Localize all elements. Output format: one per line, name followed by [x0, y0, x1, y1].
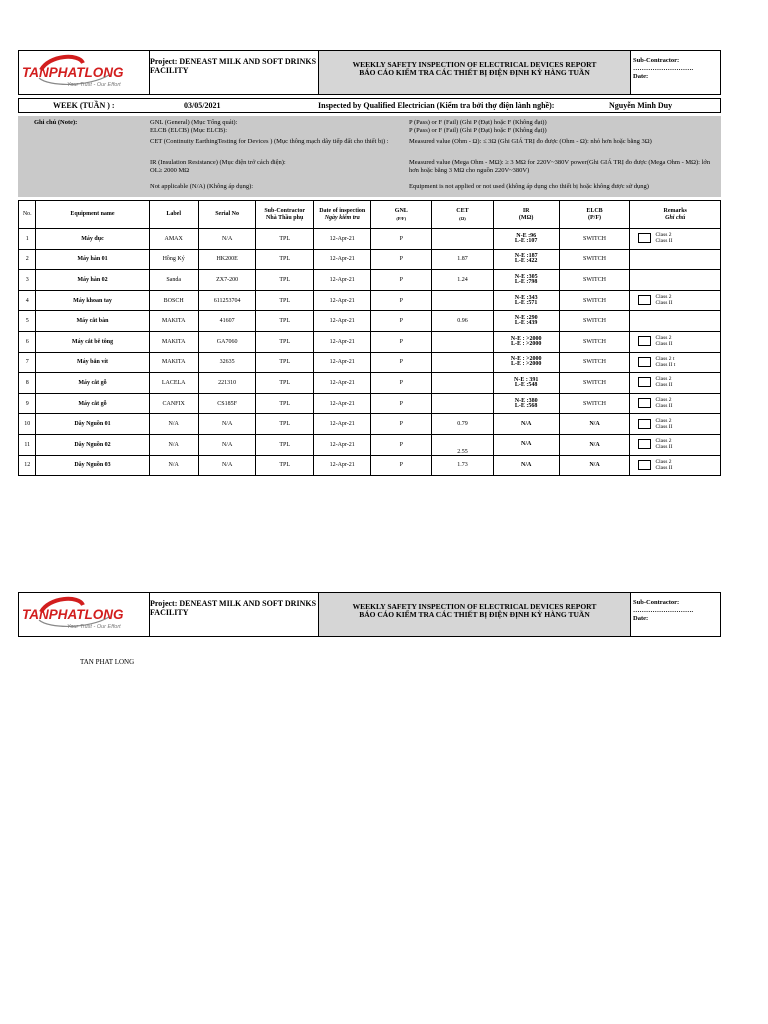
row-serial: 611253704	[198, 290, 256, 311]
row-label: Hồng Ký	[149, 249, 198, 270]
col-sub-contractor-vi: Nhà Thầu phụ	[266, 214, 304, 221]
remarks-line-2: Class II	[655, 238, 673, 245]
row-cet: 0.79	[432, 414, 494, 435]
remarks-line-1: Class 2 t	[655, 355, 675, 362]
row-sub-contractor: TPL	[256, 249, 314, 270]
row-equipment-name: Dây Nguồn 03	[36, 455, 149, 476]
table-row	[19, 249, 721, 270]
row-serial: 41607	[198, 311, 256, 332]
note-right-3: Measured value (Ohm - Ω): ≤ 3Ω (Ghi GIÁ TRỊ đo được (Ohm - Ω): nhỏ hơn hoặc bằng 3Ω)	[409, 138, 652, 145]
class-ii-square-icon	[638, 377, 651, 387]
row-equipment-name: Dây Nguồn 02	[36, 434, 149, 455]
row-date: 12-Apr-21	[313, 331, 371, 352]
title-en: WEEKLY SAFETY INSPECTION OF ELECTRICAL DEVICES REPORT	[352, 602, 597, 611]
table-row	[19, 290, 721, 311]
row-cet	[432, 331, 494, 352]
row-label: LACELA	[149, 373, 198, 394]
row-remarks	[630, 455, 721, 476]
row-date: 12-Apr-21	[313, 414, 371, 435]
row-elcb: SWITCH	[559, 331, 630, 352]
col-elcb-unit: (P/F)	[588, 214, 601, 221]
sub-contractor-value: ……………………….	[633, 65, 694, 72]
row-ir-le: L-E :107	[514, 237, 538, 244]
project-name: Project: DENEAST MILK AND SOFT DRINKS FACILITY	[150, 599, 317, 617]
remarks-text	[655, 232, 672, 244]
row-serial: N/A	[198, 229, 256, 250]
row-serial: N/A	[198, 414, 256, 435]
note-right-4: Measured value (Mega Ohm - MΩ): ≥ 3 MΩ for 220V~380V power(Ghi GIÁ TRỊ đo được (Mega Ohm - MΩ): lớn hơn hoặc bằng 3 MΩ cho nguồn 220V~380V)	[409, 159, 711, 174]
inspector-name: Nguyễn Minh Duy	[609, 101, 673, 110]
col-cet-unit: (Ω)	[459, 215, 466, 221]
row-cet: 1.24	[432, 270, 494, 291]
row-label: CANFIX	[149, 393, 198, 414]
row-label: Sanda	[149, 270, 198, 291]
row-equipment-name: Máy khoan tay	[36, 290, 149, 311]
row-label: AMAX	[149, 229, 198, 250]
table-row	[19, 393, 721, 414]
remarks-text	[655, 438, 672, 450]
title-vi: BÁO CÁO KIỂM TRA CÁC THIẾT BỊ ĐIỆN ĐỊNH KỲ HÀNG TUẦN	[359, 610, 590, 619]
col-elcb	[559, 201, 630, 229]
row-sub-contractor: TPL	[256, 455, 314, 476]
note-left-6: Not applicable (N/A) (Không áp dụng):	[150, 183, 254, 190]
note-left-5: OL≥ 2000 MΩ	[150, 167, 190, 174]
row-no: 2	[19, 249, 36, 270]
row-remarks	[630, 229, 721, 250]
table-row	[19, 270, 721, 291]
note-right-1: P (Pass) or F (Fail) (Ghi P (Đạt) hoặc F (Không đạt))	[409, 119, 547, 126]
row-equipment-name: Dây Nguồn 01	[36, 414, 149, 435]
row-gnl: P	[371, 414, 432, 435]
col-serial: Serial No	[198, 201, 256, 229]
row-remarks	[630, 434, 721, 455]
row-sub-contractor: TPL	[256, 373, 314, 394]
remarks-line-1: Class 2	[655, 417, 672, 424]
row-elcb: SWITCH	[559, 393, 630, 414]
row-sub-contractor: TPL	[256, 290, 314, 311]
row-no: 5	[19, 311, 36, 332]
row-label: MAKITA	[149, 352, 198, 373]
row-date: 12-Apr-21	[313, 434, 371, 455]
row-gnl: P	[371, 270, 432, 291]
row-ir-ne: N-E :290	[514, 315, 538, 322]
row-serial: 32635	[198, 352, 256, 373]
row-ir-ne: N-E : >2000	[510, 356, 542, 363]
row-remarks	[630, 414, 721, 435]
row-date: 12-Apr-21	[313, 311, 371, 332]
row-no: 12	[19, 455, 36, 476]
row-date: 12-Apr-21	[313, 229, 371, 250]
row-ir	[493, 455, 559, 476]
remarks-line-2: Class II	[655, 403, 673, 410]
row-no: 11	[19, 434, 36, 455]
row-no: 3	[19, 270, 36, 291]
row-serial: N/A	[198, 455, 256, 476]
note-left-4: IR (Insulation Resistance) (Mục điện trở cách điện):	[150, 159, 286, 166]
row-ir-ne: N-E :343	[514, 294, 538, 301]
row-no: 9	[19, 393, 36, 414]
row-no: 1	[19, 229, 36, 250]
row-elcb: N/A	[559, 434, 630, 455]
week-label: WEEK (TUẦN ) :	[53, 101, 115, 110]
col-sub-contractor	[256, 201, 314, 229]
remarks-text	[655, 376, 672, 388]
remarks-line-2: Class II	[655, 444, 673, 451]
table-header-row	[19, 201, 721, 229]
table-row	[19, 434, 721, 455]
row-ir-le: L-E :422	[514, 258, 538, 265]
col-sub-contractor-en: Sub-Contractor	[264, 207, 305, 214]
row-cet: 1.73	[432, 455, 494, 476]
class-ii-square-icon	[638, 295, 651, 305]
row-label: MAKITA	[149, 331, 198, 352]
row-ir	[493, 414, 559, 435]
sub-contractor-value: ……………………….	[633, 607, 694, 614]
col-remarks	[630, 201, 721, 229]
week-row	[18, 98, 721, 113]
row-sub-contractor: TPL	[256, 311, 314, 332]
class-ii-square-icon	[638, 439, 651, 449]
table-row	[19, 352, 721, 373]
col-no: No.	[19, 201, 36, 229]
row-no: 4	[19, 290, 36, 311]
col-elcb-title: ELCB	[586, 207, 603, 214]
row-sub-contractor: TPL	[256, 393, 314, 414]
table-row	[19, 373, 721, 394]
col-date-en: Date of inspection	[319, 207, 366, 214]
row-cet	[432, 393, 494, 414]
col-remarks-en: Remarks	[663, 207, 687, 214]
row-remarks	[630, 290, 721, 311]
row-date: 12-Apr-21	[313, 270, 371, 291]
col-date	[313, 201, 371, 229]
col-gnl-title: GNL	[394, 207, 408, 214]
row-ir	[493, 311, 559, 332]
row-sub-contractor: TPL	[256, 352, 314, 373]
row-serial: GA7060	[198, 331, 256, 352]
remarks-text	[655, 294, 672, 306]
row-elcb: SWITCH	[559, 373, 630, 394]
row-label: N/A	[149, 414, 198, 435]
row-date: 12-Apr-21	[313, 393, 371, 414]
row-remarks	[630, 373, 721, 394]
row-elcb: N/A	[559, 414, 630, 435]
row-ir-ne: N-E :96	[516, 232, 537, 239]
sub-contractor-block	[633, 57, 719, 81]
remarks-line-2: Class II	[655, 423, 673, 430]
row-gnl: P	[371, 229, 432, 250]
row-no: 10	[19, 414, 36, 435]
row-cet	[432, 229, 494, 250]
table-row	[19, 414, 721, 435]
row-sub-contractor: TPL	[256, 414, 314, 435]
col-cet	[432, 201, 494, 229]
row-serial: ZX7-200	[198, 270, 256, 291]
note-left-2: ELCB (ELCB) (Mục ELCB):	[150, 127, 228, 134]
row-ir-ne: N/A	[520, 441, 532, 448]
remarks-line-1: Class 2	[655, 458, 672, 465]
row-equipment-name: Máy đục	[36, 229, 149, 250]
row-equipment-name: Máy bắn vít	[36, 352, 149, 373]
col-ir	[493, 201, 559, 229]
row-cet	[432, 373, 494, 394]
row-elcb: SWITCH	[559, 249, 630, 270]
row-ir-ne: N/A	[520, 461, 532, 468]
row-ir	[493, 270, 559, 291]
remarks-line-2: Class II	[655, 341, 673, 348]
row-label: N/A	[149, 455, 198, 476]
logo-slogan: Your Trust - Our Effort	[67, 624, 121, 630]
row-label: BOSCH	[149, 290, 198, 311]
row-date: 12-Apr-21	[313, 455, 371, 476]
table-row	[19, 229, 721, 250]
table-row	[19, 311, 721, 332]
row-gnl: P	[371, 373, 432, 394]
remarks-line-1: Class 2	[655, 232, 672, 239]
project-name: Project: DENEAST MILK AND SOFT DRINKS FACILITY	[150, 57, 317, 75]
row-no: 8	[19, 373, 36, 394]
class-ii-square-icon	[638, 233, 651, 243]
row-date: 12-Apr-21	[313, 290, 371, 311]
remarks-text	[655, 356, 675, 368]
col-ir-title: IR	[522, 207, 530, 214]
row-sub-contractor: TPL	[256, 229, 314, 250]
table-row	[19, 455, 721, 476]
row-gnl: P	[371, 311, 432, 332]
class-ii-square-icon	[638, 419, 651, 429]
row-gnl: P	[371, 249, 432, 270]
remarks-text	[655, 335, 672, 347]
inspected-by-label: Inspected by Qualified Electrician (Kiểm tra bởi thợ điện lành nghề):	[318, 101, 555, 110]
remarks-line-1: Class 2	[655, 438, 672, 445]
row-ir	[493, 290, 559, 311]
week-value: 03/05/2021	[184, 101, 221, 110]
company-logo	[19, 593, 150, 636]
title-en: WEEKLY SAFETY INSPECTION OF ELECTRICAL DEVICES REPORT	[352, 60, 597, 69]
company-logo	[19, 51, 150, 94]
row-remarks	[630, 311, 721, 332]
row-serial: 221310	[198, 373, 256, 394]
class-ii-square-icon	[638, 460, 651, 470]
sub-contractor-label: Sub-Contractor:	[633, 599, 680, 606]
sub-contractor-label: Sub-Contractor:	[633, 57, 680, 64]
row-cet: 1.87	[432, 249, 494, 270]
row-equipment-name: Máy cắt gỗ	[36, 393, 149, 414]
remarks-line-2: Class II	[655, 300, 673, 307]
row-serial: N/A	[198, 434, 256, 455]
row-remarks	[630, 249, 721, 270]
row-date: 12-Apr-21	[313, 249, 371, 270]
note-left-1: GNL (General) (Mục Tổng quát):	[150, 119, 238, 126]
remarks-text	[655, 397, 672, 409]
report-title	[318, 51, 631, 94]
footer-company-name: TAN PHAT LONG	[80, 658, 135, 666]
row-cet	[432, 352, 494, 373]
row-remarks	[630, 352, 721, 373]
remarks-line-2: Class II t	[655, 361, 676, 368]
logo-wordmark: TANPHATLONG	[22, 607, 124, 622]
row-cet: 0.96	[432, 311, 494, 332]
row-elcb: N/A	[559, 455, 630, 476]
row-ir	[493, 352, 559, 373]
row-ir-le: L-E :439	[514, 320, 538, 327]
row-ir-le: L-E : >2000	[510, 340, 542, 347]
remarks-line-1: Class 2	[655, 294, 672, 301]
row-remarks	[630, 393, 721, 414]
row-label: N/A	[149, 434, 198, 455]
inspection-table	[18, 200, 721, 476]
class-ii-square-icon	[638, 398, 651, 408]
remarks-text	[655, 418, 672, 430]
date-label: Date:	[633, 615, 649, 622]
row-sub-contractor: TPL	[256, 434, 314, 455]
row-equipment-name: Máy hàn 02	[36, 270, 149, 291]
note-right-2: P (Pass) or F (Fail) (Ghi P (Đạt) hoặc F (Không đạt))	[409, 127, 547, 134]
row-ir-ne: N-E :380	[514, 397, 538, 404]
date-label: Date:	[633, 73, 649, 80]
row-cet: 2.55	[432, 434, 494, 455]
row-ir	[493, 331, 559, 352]
remarks-line-1: Class 2	[655, 335, 672, 342]
row-ir-ne: N-E :187	[514, 253, 538, 260]
row-gnl: P	[371, 434, 432, 455]
row-ir-ne: N-E :305	[514, 273, 538, 280]
row-label: MAKITA	[149, 311, 198, 332]
row-gnl: P	[371, 455, 432, 476]
row-gnl: P	[371, 331, 432, 352]
row-ir-ne: N/A	[520, 420, 532, 427]
row-equipment-name: Máy cắt gỗ	[36, 373, 149, 394]
class-ii-square-icon	[638, 336, 651, 346]
row-cet	[432, 290, 494, 311]
row-ir-le: L-E :568	[514, 402, 538, 409]
notes-panel	[18, 116, 721, 197]
col-ir-unit: (MΩ)	[518, 214, 534, 221]
row-ir	[493, 249, 559, 270]
row-ir-ne: N-E : >2000	[510, 335, 542, 342]
row-elcb: SWITCH	[559, 270, 630, 291]
report-header-repeat	[18, 592, 721, 637]
note-right-5: Equipment is not applied or not used (không áp dụng cho thiết bị hoặc không được sử dụng)	[409, 183, 649, 190]
notes-label: Ghi chú (Note):	[34, 119, 78, 126]
row-ir	[493, 434, 559, 455]
row-gnl: P	[371, 290, 432, 311]
remarks-line-1: Class 2	[655, 397, 672, 404]
row-serial: CS185F	[198, 393, 256, 414]
row-elcb: SWITCH	[559, 311, 630, 332]
row-sub-contractor: TPL	[256, 270, 314, 291]
row-remarks	[630, 331, 721, 352]
logo-wordmark: TANPHATLONG	[22, 65, 124, 80]
remarks-line-1: Class 2	[655, 376, 672, 383]
row-equipment-name: Máy cắt bàn	[36, 311, 149, 332]
row-ir-le: L-E :571	[514, 299, 538, 306]
class-ii-square-icon	[638, 357, 651, 367]
col-label: Label	[149, 201, 198, 229]
logo-slogan: Your Trust - Our Effort	[67, 82, 121, 88]
row-ir-ne: N-E : 391	[513, 376, 539, 383]
row-sub-contractor: TPL	[256, 331, 314, 352]
col-gnl	[371, 201, 432, 229]
remarks-text	[655, 459, 672, 471]
row-equipment-name: Máy cắt bê tông	[36, 331, 149, 352]
table-row	[19, 331, 721, 352]
row-serial: HK200E	[198, 249, 256, 270]
note-left-3: CET (Continuity EarthingTesting for Devices ) (Mục thông mạch dây tiếp đất cho thiết bị) :	[150, 138, 389, 145]
report-header	[18, 50, 721, 95]
row-elcb: SWITCH	[559, 229, 630, 250]
row-elcb: SWITCH	[559, 352, 630, 373]
row-ir-le: L-E :798	[514, 278, 538, 285]
remarks-line-2: Class II	[655, 382, 673, 389]
row-no: 7	[19, 352, 36, 373]
row-no: 6	[19, 331, 36, 352]
row-ir	[493, 229, 559, 250]
remarks-line-2: Class II	[655, 464, 673, 471]
row-gnl: P	[371, 393, 432, 414]
row-equipment-name: Máy hàn 01	[36, 249, 149, 270]
row-remarks	[630, 270, 721, 291]
row-ir	[493, 393, 559, 414]
row-date: 12-Apr-21	[313, 352, 371, 373]
col-cet-title: CET	[456, 207, 469, 214]
row-ir-le: L-E : >2000	[510, 361, 542, 368]
col-remarks-vi: Ghi chú	[665, 214, 686, 221]
title-vi: BÁO CÁO KIỂM TRA CÁC THIẾT BỊ ĐIỆN ĐỊNH KỲ HÀNG TUẦN	[359, 68, 590, 77]
row-ir	[493, 373, 559, 394]
sub-contractor-block	[633, 599, 719, 623]
row-elcb: SWITCH	[559, 290, 630, 311]
row-date: 12-Apr-21	[313, 373, 371, 394]
row-gnl: P	[371, 352, 432, 373]
col-equipment: Equipment name	[36, 201, 149, 229]
col-date-vi: Ngày kiểm tra	[324, 214, 360, 221]
report-title	[318, 593, 631, 636]
row-ir-le: L-E :548	[514, 381, 538, 388]
col-gnl-unit: (P/F)	[396, 215, 407, 221]
